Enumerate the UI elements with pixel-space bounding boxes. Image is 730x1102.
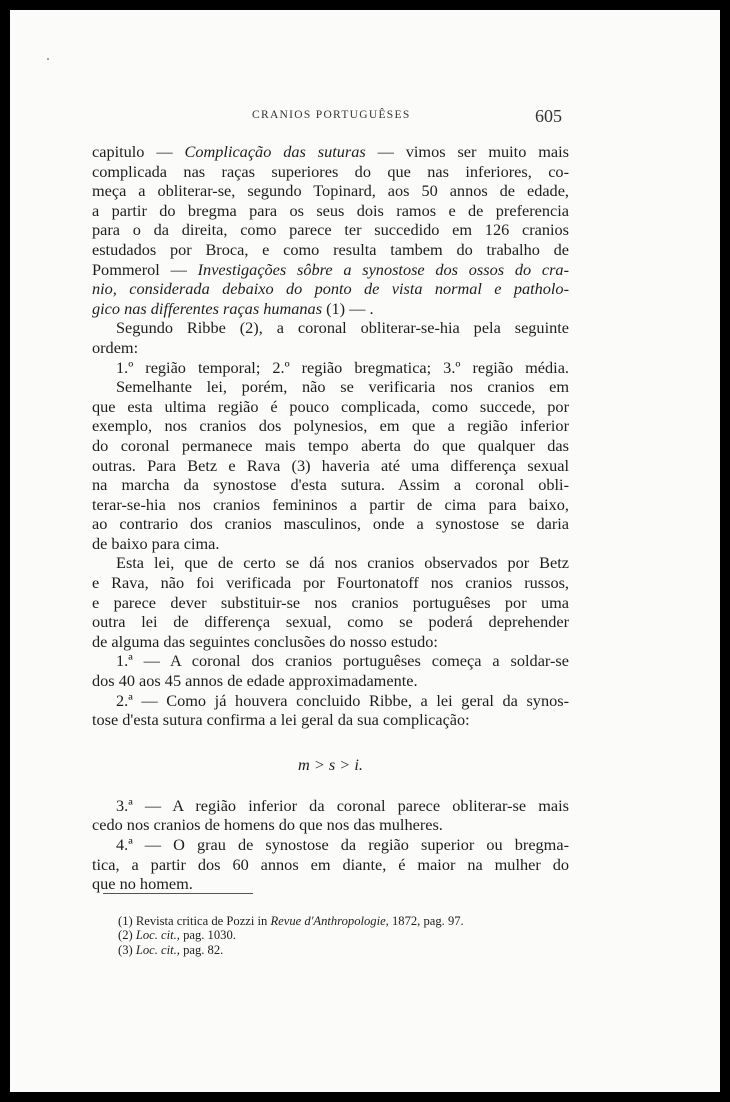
text-line: estudados por Broca, e como resulta tambem do trabalho de	[92, 239, 569, 259]
italic-title: gico nas differentes raças humanas	[92, 298, 323, 318]
text-line: outra lei de differença sexual, como se poderá deprehender	[92, 612, 569, 632]
text-line: outras. Para Betz e Rava (3) haveria até uma differença sexual	[92, 455, 569, 475]
footnote-3: (3) Loc. cit., pag. 82.	[118, 942, 224, 957]
text-line: gico nas differentes raças humanas (1) — .	[92, 298, 374, 318]
text-line: meça a obliterar-se, segundo Topinard, aos 50 annos de edade,	[92, 181, 569, 201]
text-line: e parece dever substituir-se nos cranios portuguêses por uma	[92, 592, 569, 612]
italic-title: nio, considerada debaixo do ponto de vista normal e patholo-	[92, 279, 569, 299]
footnotes	[118, 914, 578, 957]
text-line: de alguma das seguintes conclusões do nosso estudo:	[92, 631, 438, 651]
footnote-1: (1) Revista critica de Pozzi in Revue d'Anthropologie, 1872, pag. 97.	[118, 914, 464, 928]
text-line: e Rava, não foi verificada por Fourtonatoff nos cranios russos,	[92, 573, 569, 593]
text-line: capitulo — Complicação das suturas — vimos ser muito mais	[92, 142, 569, 161]
text-line: dos 40 aos 45 annos de edade approximadamente.	[92, 671, 418, 691]
running-title: CRANIOS PORTUGUÊSES	[252, 109, 411, 121]
text-line: de baixo para cima.	[92, 533, 220, 553]
text-line: exemplo, nos cranios dos polynesios, em que a região inferior	[92, 416, 569, 436]
text-line: Semelhante lei, porém, não se verificaria nos cranios em	[116, 377, 569, 397]
italic-title: Complicação das suturas	[184, 142, 366, 161]
text-line: complicada nas raças superiores do que nas inferiores, co-	[92, 161, 569, 181]
footnote-2: (2) Loc. cit., pag. 1030.	[118, 928, 236, 943]
text-line: terar-se-hia nos cranios femininos a partir de cima para baixo,	[92, 494, 569, 514]
formula: m > s > i.	[298, 754, 363, 774]
page-header	[10, 106, 720, 130]
footnote-rule	[103, 893, 253, 894]
text-line: do coronal permanece mais tempo aberta do que qualquer das	[92, 435, 569, 455]
text-line	[92, 279, 569, 299]
text-line: na marcha da synostose d'esta sutura. Assim a coronal obli-	[92, 475, 569, 495]
text-line: cedo nos cranios de homens do que nos das mulheres.	[92, 815, 443, 835]
text-line: Segundo Ribbe (2), a coronal obliterar-se-hia pela seguinte	[116, 318, 569, 338]
text-line: 3.ª — A região inferior da coronal parece obliterar-se mais	[116, 795, 569, 815]
body-text	[92, 142, 569, 894]
text-line: Pommerol — Investigações sôbre a synostose dos ossos do cra-	[92, 259, 569, 279]
text-line: ordem:	[92, 337, 139, 357]
text-line: tica, a partir dos 60 annos em diante, é maior na mulher do	[92, 854, 569, 874]
text-line: 4.ª — O grau de synostose da região superior ou bregma-	[116, 835, 569, 854]
page-number: 605	[535, 106, 562, 126]
text-line: tose d'esta sutura confirma a lei geral da sua complicação:	[92, 710, 470, 730]
text-line: Esta lei, que de certo se dá nos cranios observados por Betz	[116, 553, 569, 573]
book-page	[10, 10, 720, 1092]
text-line: a partir do bregma para os seus dois ramos e de preferencia	[92, 200, 569, 220]
text-line: ao contrario dos cranios masculinos, onde a synostose se daria	[92, 514, 569, 534]
text-line: que no homem.	[92, 874, 193, 894]
text-line: que esta ultima região é pouco complicada, como succede, por	[92, 396, 569, 416]
text-line: 1.º região temporal; 2.º região bregmatica; 3.º região média.	[116, 357, 569, 377]
text-line: 2.ª — Como já houvera concluido Ribbe, a lei geral da synos-	[116, 690, 569, 710]
text-line: para o da direita, como parece ter succedido em 126 cranios	[92, 220, 569, 240]
italic-title: Investigações sôbre a synostose dos ossos do cra-	[197, 259, 569, 279]
speck-mark	[47, 58, 49, 60]
text-line: 1.ª — A coronal dos cranios portuguêses começa a soldar-se	[116, 651, 569, 671]
